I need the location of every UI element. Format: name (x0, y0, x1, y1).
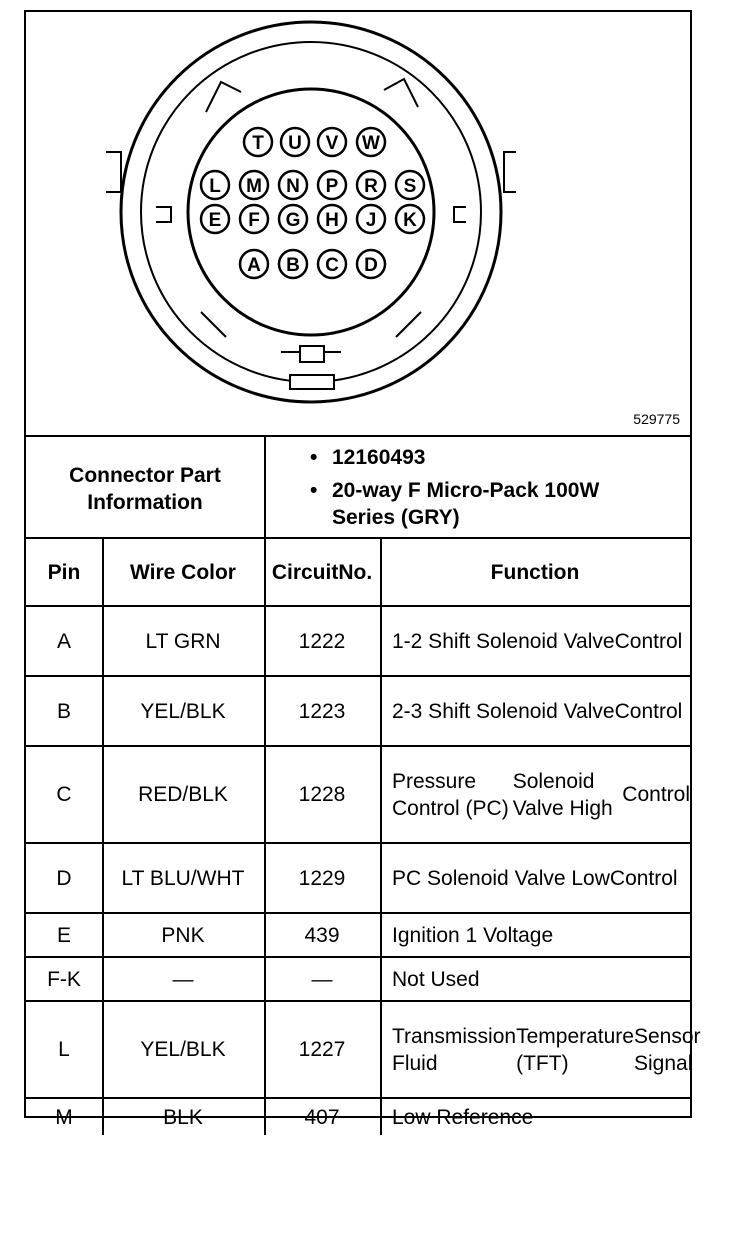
cell-text: E (56, 923, 71, 947)
pin-cell (26, 677, 102, 745)
pin-cell (26, 607, 102, 675)
cell-text: L (58, 1038, 70, 1061)
divider-line (264, 437, 266, 539)
cell-text: Transmission Fluid (392, 1024, 517, 1075)
connector-inner-ring (141, 42, 481, 382)
cell-text: Not Used (392, 967, 480, 991)
cell-text: M (55, 1105, 73, 1129)
header-wire-color (102, 539, 264, 605)
pin-label-b: B (286, 255, 300, 276)
cell-text: Wire Color (130, 560, 236, 584)
info-item-text: 12160493 (332, 446, 426, 469)
cell-text: 1-2 Shift Solenoid Valve (392, 629, 615, 653)
cell-text: Pressure Control (PC) (392, 769, 509, 820)
cell-text: YEL/BLK (140, 1038, 226, 1061)
cell-text: 2-3 Shift Solenoid Valve (392, 699, 615, 723)
cell-text: C (56, 783, 72, 806)
bullet: • (310, 479, 318, 502)
wire-color-cell (102, 607, 264, 675)
figure-id: 529775 (633, 411, 680, 427)
pin-cell (26, 1002, 102, 1097)
pin-label-w: W (362, 133, 380, 154)
cell-text: — (311, 967, 333, 991)
cell-text: Sensor Signal (633, 1024, 701, 1075)
wire-color-cell (102, 677, 264, 745)
wire-color-cell (102, 747, 264, 842)
pin-cell (26, 1099, 102, 1135)
divider-line (26, 435, 690, 437)
pin-label-r: R (364, 176, 378, 197)
cell-text: Function (490, 560, 580, 584)
cell-text: A (56, 629, 71, 653)
cell-text: YEL/BLK (140, 699, 226, 723)
connector-key (290, 375, 334, 389)
cell-text: LT GRN (145, 629, 221, 653)
function-cell (380, 607, 690, 675)
pin-cavities (201, 128, 424, 278)
info-item (268, 477, 686, 531)
cell-text: BLK (163, 1105, 203, 1129)
cell-text: No. (338, 560, 373, 584)
info-item-text: 20-way F Micro-Pack 100W (332, 479, 600, 502)
function-cell (380, 958, 690, 1000)
cell-text: Solenoid Valve High (512, 769, 613, 820)
cell-text: B (56, 699, 71, 723)
connector-face-drawing (26, 12, 690, 437)
circuit-cell (264, 958, 380, 1000)
cell-text: Control (614, 699, 683, 723)
pin-label-p: P (325, 176, 339, 197)
cell-text: — (172, 967, 194, 991)
pin-label-l: L (209, 176, 221, 197)
pin-label-k: K (403, 210, 417, 231)
circuit-cell (264, 747, 380, 842)
connector-info-label (26, 439, 264, 539)
divider-line (264, 539, 266, 1135)
divider-line (380, 539, 382, 1135)
wire-color-cell (102, 958, 264, 1000)
pin-cell (26, 747, 102, 842)
cell-text: 1222 (298, 629, 346, 653)
pin-label-c: C (325, 255, 339, 276)
cell-text: Circuit (271, 560, 339, 584)
pin-label-a: A (247, 255, 261, 276)
pin-label-v: V (325, 133, 339, 154)
info-label-line: Connector Part (69, 464, 221, 487)
cell-text: F-K (47, 967, 81, 991)
header-function (380, 539, 690, 605)
info-label-line: Information (87, 491, 203, 514)
circuit-cell (264, 1002, 380, 1097)
divider-line (102, 539, 104, 1135)
function-cell (380, 1002, 701, 1097)
circuit-cell (264, 844, 380, 912)
pin-label-j: J (365, 210, 377, 231)
header-circuit-no (264, 539, 380, 605)
cell-text: Low Reference (392, 1105, 534, 1129)
connector-latch (300, 346, 324, 362)
cell-text: 407 (304, 1105, 340, 1129)
function-cell (380, 747, 690, 842)
circuit-cell (264, 677, 380, 745)
cell-text: Pin (47, 560, 81, 584)
circuit-cell (264, 1099, 380, 1135)
pin-label-u: U (288, 133, 302, 154)
cell-text: 1227 (298, 1038, 346, 1061)
info-item-text: Series (GRY) (332, 506, 460, 529)
cell-text: RED/BLK (138, 783, 228, 806)
function-cell (380, 844, 690, 912)
cell-text: D (56, 866, 72, 890)
pin-label-s: S (403, 176, 417, 197)
pin-cell (26, 914, 102, 956)
cell-text: Control (609, 866, 678, 890)
circuit-cell (264, 607, 380, 675)
pin-label-n: N (286, 176, 300, 197)
wire-color-cell (102, 844, 264, 912)
connector-info-list (268, 444, 686, 537)
cell-text: PNK (161, 923, 205, 947)
function-cell (380, 677, 690, 745)
cell-text: Ignition 1 Voltage (392, 923, 554, 947)
pin-cell (26, 958, 102, 1000)
wire-color-cell (102, 1099, 264, 1135)
pin-label-m: M (246, 176, 262, 197)
connector-diagram (26, 12, 690, 437)
function-cell (380, 914, 690, 956)
info-item (268, 444, 686, 471)
cell-text: WHT (196, 866, 245, 890)
cell-text: Control (622, 783, 690, 806)
cell-text: Temperature (TFT) (516, 1024, 634, 1075)
cell-text: Control (614, 629, 683, 653)
pin-cell (26, 844, 102, 912)
connector-frame (24, 10, 701, 1129)
bullet: • (310, 446, 318, 469)
function-cell (380, 1099, 690, 1135)
pin-label-f: F (248, 210, 260, 231)
cell-text: 439 (304, 923, 340, 947)
pin-label-e: E (208, 210, 222, 231)
wire-color-cell (102, 1002, 264, 1097)
wire-color-cell (102, 914, 264, 956)
header-pin (26, 539, 102, 605)
pin-label-g: G (285, 210, 301, 231)
cell-text: PC Solenoid Valve Low (392, 866, 610, 890)
pin-label-d: D (364, 255, 378, 276)
circuit-cell (264, 914, 380, 956)
pin-label-t: T (252, 133, 264, 154)
cell-text: 1228 (298, 783, 346, 806)
cell-text: LT BLU/ (121, 866, 197, 890)
cell-text: 1229 (298, 866, 346, 890)
cell-text: 1223 (298, 699, 346, 723)
pin-label-h: H (325, 210, 339, 231)
